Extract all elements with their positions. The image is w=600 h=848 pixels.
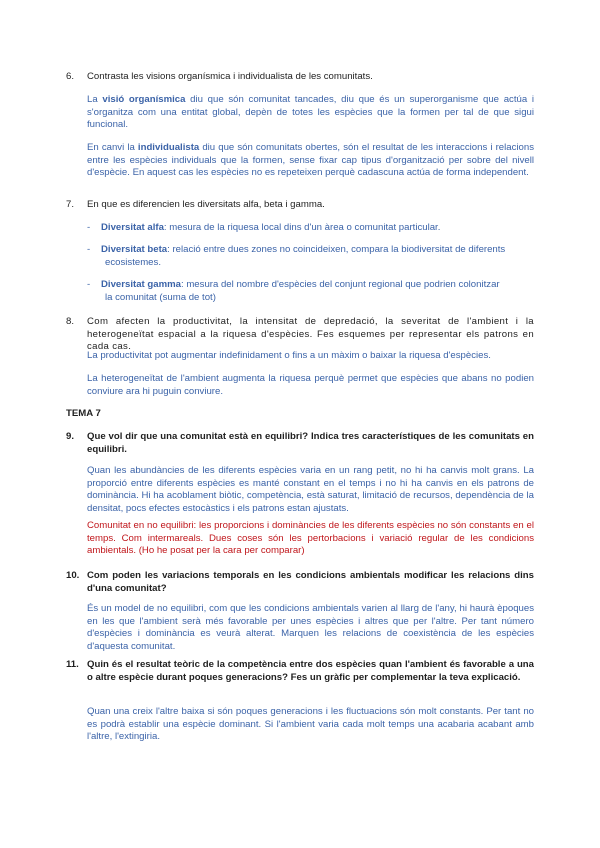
answer-term: visió organísmica (102, 94, 186, 105)
question-number: 11. (66, 659, 79, 670)
answer-10-paragraph-1: És un model de no equilibri, com que les condicions ambientals varien al llarg de l'any, hi haurà èpoques en les que l'ambient serà més favorable per unes espècies i altres que per l'altre. Per tant número d'espècies i dominància es veurà alterat. Marquen les relacions de coexistència de les espècies d'aquesta comunitat. (87, 603, 534, 652)
question-text: En que es diferencien les diversitats alfa, beta i gamma. (87, 199, 325, 210)
bullet-term: Diversitat beta (101, 244, 168, 255)
answer-6-paragraph-1 (87, 94, 534, 132)
bullet-dash: - (87, 279, 91, 290)
bullet-diversitat-alfa (87, 222, 534, 235)
answer-9-paragraph-1: Quan les abundàncies de les diferents espècies varia en un rang petit, no hi ha canvis molt grans. La proporció entre diferents espècies es manté constant en el temps i no hi ha canvis en els patrons de dominància. Hi ha acoblament biòtic, competència, està saturat, limitació de recursos, dependència de la densitat, pocs efectes estocàstics i els patrons estan ajustats. (87, 465, 534, 514)
answer-text: En canvi la (87, 142, 138, 153)
answer-term: individualista (137, 142, 200, 153)
question-text: Com afecten la productivitat, la intensitat de depredació, la severitat de l'ambient i la heterogeneïtat espacial a la riquesa d'espècies. Fes esquemes per representar els patrons en cada cas. (87, 316, 534, 353)
answer-6-paragraph-2 (87, 142, 534, 180)
question-number: 9. (66, 431, 75, 442)
bullet-text: : mesura de la riquesa local dins d'un àrea o comunitat particular. (163, 222, 441, 233)
answer-text: La (87, 94, 103, 105)
bullet-text: : mesura del nombre d'espècies del conjunt regional que podrien colonitzar (180, 279, 500, 290)
question-text: Que vol dir que una comunitat està en equilibri? Indica tres característiques de les comunitats en equilibri. (87, 431, 534, 455)
bullet-diversitat-gamma (87, 279, 534, 304)
answer-8-paragraph-2: La heterogeneïtat de l'ambient augmenta la riquesa perquè permet que espècies que abans no podien conviure ara hi puguin conviure. (87, 373, 534, 397)
question-9 (66, 431, 534, 456)
bullet-text-continued: la comunitat (suma de tot) (105, 291, 216, 303)
question-11 (66, 659, 534, 684)
answer-8-paragraph-1: La productivitat pot augmentar indefinidament o fins a un màxim o baixar la riquesa d'espècies. (87, 350, 491, 361)
answer-11-paragraph-1: Quan una creix l'altre baixa si són poques generacions i les fluctuacions són molt constants. Per tant no es podrà establir una espècie dominant. Si l'ambient varia cada molt temps una acabaria acabant amb l'altre, l'extingiria. (87, 706, 534, 743)
bullet-term: Diversitat gamma (101, 279, 181, 290)
question-6 (66, 71, 534, 84)
bullet-text-continued: ecosistemes. (105, 256, 161, 268)
bullet-text: : relació entre dues zones no coincideixen, compara la biodiversitat de diferents (167, 244, 506, 255)
question-text: Contrasta les visions organísmica i individualista de les comunitats. (87, 71, 373, 82)
question-number: 6. (66, 71, 75, 82)
bullet-dash: - (87, 222, 91, 233)
answer-text: diu que són comunitats obertes, són el resultat de les interaccions i relacions entre les espècies individuals que la formen, sense fixar cap tipus d'organització per sobre del nivell d'espècie. En aquest cas les espècies no es repeteixen perquè cadascuna actúa de forma independent. (87, 142, 534, 179)
question-text: Quin és el resultat teòric de la competència entre dos espècies quan l'ambient és favorable a una o altre espècie durant poques generacions? Fes un gràfic per complementar la teva explicació. (87, 659, 534, 683)
question-number: 7. (66, 199, 75, 210)
question-number: 8. (66, 316, 75, 327)
question-text: Com poden les variacions temporals en les condicions ambientals modificar les relacions dins d'una comunitat? (87, 570, 534, 594)
answer-text: diu que són comunitat tancades, diu que és un superorganisme que actúa i s'organitza com una entitat global, depèn de totes les espècies que la formen per tal de que sigui funcional. (87, 94, 534, 131)
section-heading: TEMA 7 (66, 408, 101, 419)
bullet-term: Diversitat alfa (101, 222, 164, 233)
answer-9-paragraph-2: Comunitat en no equilibri: les proporcions i dominàncies de les diferents espècies no són constants en el temps. Com intermareals. Dues coses són les pertorbacions i variació regular de les condicions ambientals. (Ho he posat per la cara per comparar) (87, 520, 534, 557)
bullet-diversitat-beta (87, 244, 534, 269)
bullet-dash: - (87, 244, 91, 255)
question-number: 10. (66, 570, 80, 581)
question-7 (66, 199, 534, 212)
question-8 (66, 316, 534, 354)
question-10 (66, 570, 534, 595)
